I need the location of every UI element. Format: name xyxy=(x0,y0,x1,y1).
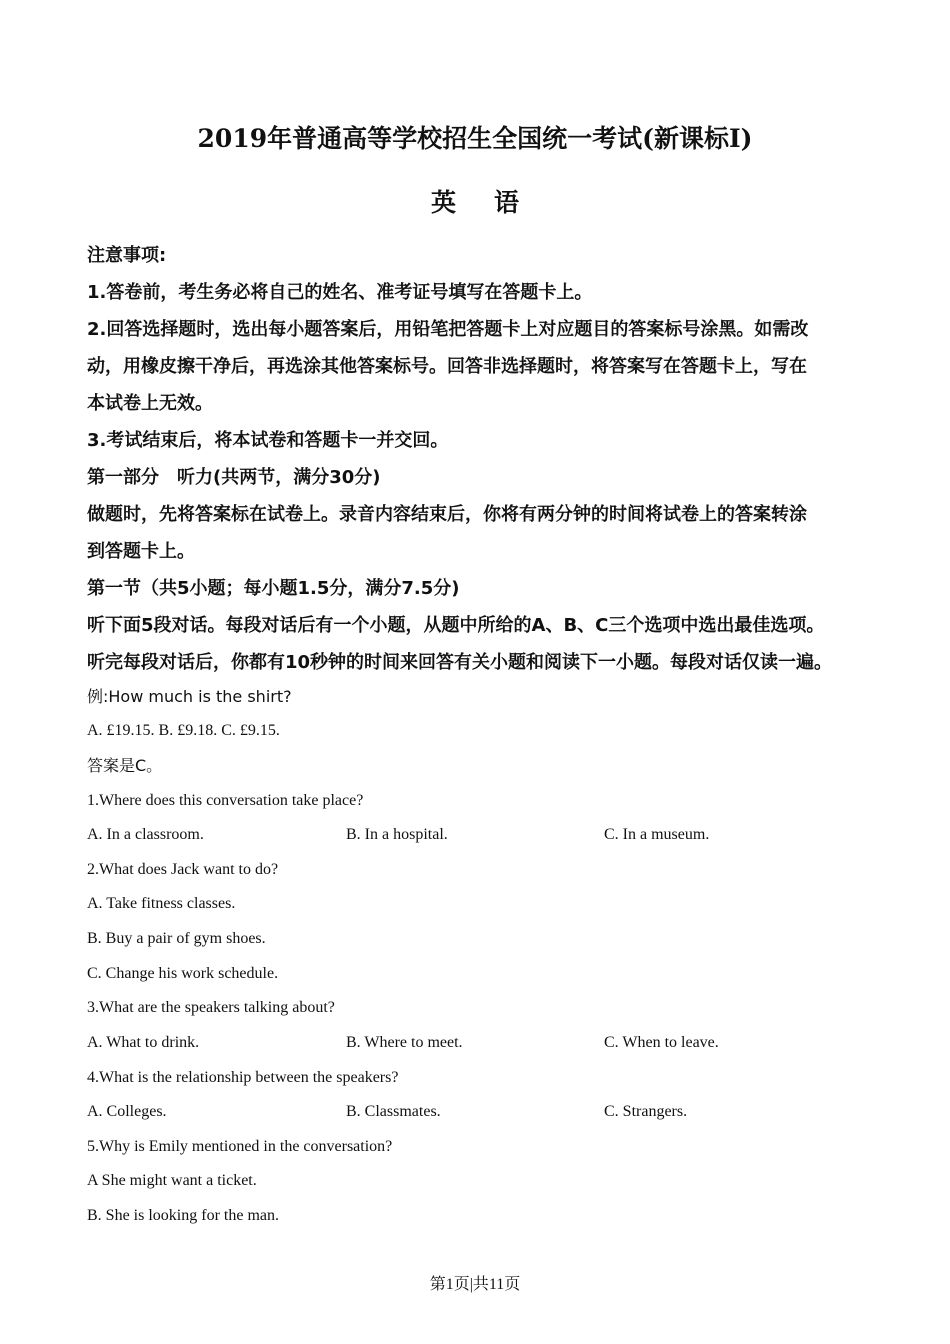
question-option: B. In a hospital. xyxy=(346,826,448,843)
notice-item: 2.回答选择题时，选出每小题答案后，用铅笔把答题卡上对应题目的答案标号涂黑。如需改 xyxy=(87,319,809,340)
notice-item: 动，用橡皮擦干净后，再选涂其他答案标号。回答非选择题时，将答案写在答题卡上，写在 xyxy=(87,356,807,377)
question-text: 3.What are the speakers talking about? xyxy=(87,999,335,1016)
notice-item: 1.答卷前，考生务必将自己的姓名、准考证号填写在答题卡上。 xyxy=(87,282,593,303)
part-instruction: 做题时，先将答案标在试卷上。录音内容结束后，你将有两分钟的时间将试卷上的答案转涂 xyxy=(87,504,807,525)
question-option: C. In a museum. xyxy=(604,826,710,843)
question-text: 5.Why is Emily mentioned in the conversation? xyxy=(87,1138,393,1155)
question-text: 2.What does Jack want to do? xyxy=(87,861,279,878)
section-instruction: 听下面5段对话。每段对话后有一个小题，从题中所给的A、B、C三个选项中选出最佳选项。 xyxy=(87,615,825,636)
question-option: A. In a classroom. xyxy=(87,826,204,843)
section-instruction: 听完每段对话后，你都有10秒钟的时间来回答有关小题和阅读下一小题。每段对话仅读一遍。 xyxy=(87,652,833,673)
question-option: A. What to drink. xyxy=(87,1034,200,1051)
part-heading: 第一部分 听力(共两节，满分30分) xyxy=(87,467,381,488)
notice-item: 本试卷上无效。 xyxy=(87,393,213,414)
question-option: C. When to leave. xyxy=(604,1034,719,1051)
notice-heading: 注意事项: xyxy=(87,245,167,266)
question-option: B. Where to meet. xyxy=(346,1034,463,1051)
question-text: 1.Where does this conversation take place? xyxy=(87,792,364,809)
question-option: C. Change his work schedule. xyxy=(87,965,279,982)
question-option: A. Colleges. xyxy=(87,1103,167,1120)
subject-title: 英语 xyxy=(430,188,557,217)
example-answer: 答案是C。 xyxy=(87,756,163,775)
example-options: A. £19.15. B. £9.18. C. £9.15. xyxy=(87,722,280,739)
question-option: B. Buy a pair of gym shoes. xyxy=(87,930,266,947)
question-option: B. Classmates. xyxy=(346,1103,441,1120)
part-instruction: 到答题卡上。 xyxy=(87,541,195,562)
question-option: A She might want a ticket. xyxy=(87,1172,257,1189)
exam-title: 2019年普通高等学校招生全国统一考试(新课标Ⅰ) xyxy=(197,124,753,153)
question-text: 4.What is the relationship between the speakers? xyxy=(87,1069,399,1086)
example-question: 例:How much is the shirt? xyxy=(87,687,292,706)
section-heading: 第一节（共5小题；每小题1.5分，满分7.5分) xyxy=(87,578,460,599)
question-option: A. Take fitness classes. xyxy=(87,895,236,912)
notice-item: 3.考试结束后，将本试卷和答题卡一并交回。 xyxy=(87,430,449,451)
question-option: C. Strangers. xyxy=(604,1103,688,1120)
notice-section xyxy=(87,237,877,681)
page-footer: 第1页|共11页 xyxy=(429,1276,521,1293)
question-option: B. She is looking for the man. xyxy=(87,1207,279,1224)
